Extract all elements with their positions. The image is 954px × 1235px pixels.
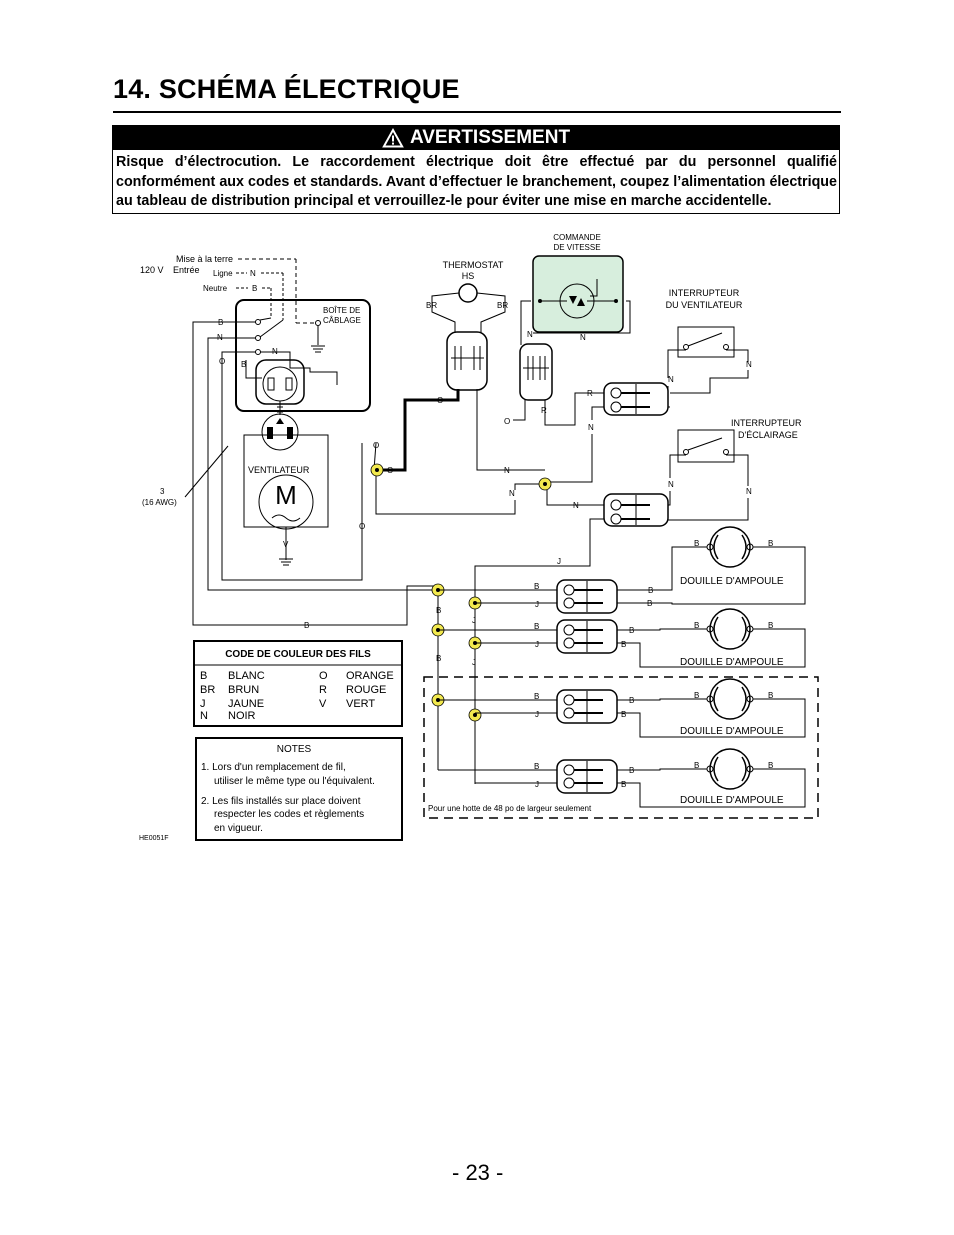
wire-connectors xyxy=(371,464,551,721)
wire-label: B xyxy=(621,640,627,649)
color-code-name: ORANGE xyxy=(346,670,394,682)
wire-label: R xyxy=(541,406,547,415)
lamp-socket-label: DOUILLE D'AMPOULE xyxy=(680,795,784,806)
wire-label: B xyxy=(629,626,635,635)
line-code: N xyxy=(250,269,256,278)
connector-pin xyxy=(564,598,574,608)
wire-label: O xyxy=(219,357,226,366)
wire-label: O xyxy=(504,417,511,426)
color-code-abbr: BR xyxy=(200,684,216,696)
color-code-name: JAUNE xyxy=(228,698,265,710)
connector-pin xyxy=(564,638,574,648)
warning-text: Risque d’électrocution. Le raccordement électrique doit être effectué par du personnel qualifié conformément aux codes et standards. Avant d’effectuer le branchement, coupez l’alimentation électrique au tableau de distribution principal et verrouillez-le pour éviter une mise en marche accidentelle. xyxy=(116,154,837,209)
lamp-socket-label: DOUILLE D'AMPOULE xyxy=(680,576,784,587)
note-line: 1. Lors d'un remplacement de fil, xyxy=(201,762,346,773)
wire-label: J xyxy=(535,600,539,609)
wire-label: N xyxy=(668,375,674,384)
wire-label: B xyxy=(218,318,224,327)
color-code-legend xyxy=(194,641,402,726)
color-code-name: NOIR xyxy=(228,710,256,722)
neutral-label: Neutre xyxy=(203,284,228,293)
color-code-name: ROUGE xyxy=(346,684,387,696)
color-code-name: BLANC xyxy=(228,670,265,682)
color-code-abbr: N xyxy=(200,710,208,722)
speed-control xyxy=(520,233,630,425)
power-supply xyxy=(140,254,316,323)
lamp-socket-label: DOUILLE D'AMPOULE xyxy=(680,726,784,737)
lamp-socket-label: DOUILLE D'AMPOULE xyxy=(680,657,784,668)
connector-pin xyxy=(564,765,574,775)
wire-label: O xyxy=(387,466,394,475)
color-code-abbr: J xyxy=(200,698,206,710)
input-label: Entrée xyxy=(173,265,200,275)
wire-label: N xyxy=(272,347,278,356)
wire-label: B xyxy=(629,696,635,705)
note-line: en vigueur. xyxy=(214,823,263,834)
light-switch-label-2: D'ÉCLAIRAGE xyxy=(738,430,798,440)
wire-label: N xyxy=(504,466,510,475)
lamp-socket xyxy=(710,749,750,789)
figure-code: HE0051F xyxy=(139,835,169,842)
lamp-socket xyxy=(710,679,750,719)
connector-pin xyxy=(564,708,574,718)
wire-label: B xyxy=(768,621,774,630)
speed-control-label-1: COMMANDE xyxy=(553,233,601,242)
color-code-title: CODE DE COULEUR DES FILS xyxy=(225,649,371,660)
junction-box-label-2: CÂBLAGE xyxy=(323,316,361,325)
main-wiring xyxy=(193,322,437,625)
wire-label: B xyxy=(436,606,442,615)
wire-label: BR xyxy=(426,301,438,310)
wire-label: B xyxy=(647,599,653,608)
wire-label: B xyxy=(304,621,310,630)
wire-label: B xyxy=(534,582,540,591)
thermostat-label-2: HS xyxy=(461,271,475,281)
neutral-code: B xyxy=(252,284,258,293)
lamp-buses xyxy=(436,596,476,784)
wire-label: J xyxy=(472,658,476,667)
wire-label: R xyxy=(587,389,593,398)
junction-box-label-1: BOÎTE DE xyxy=(323,306,361,315)
wire-label: N xyxy=(527,330,533,339)
lamp-socket-contacts xyxy=(714,617,746,641)
fan-label: VENTILATEUR xyxy=(248,465,310,475)
wire-label: V xyxy=(283,540,289,549)
wire-label: N xyxy=(746,487,752,496)
connector-pin xyxy=(564,778,574,788)
motor-symbol: M xyxy=(275,480,297,510)
wire-label: J xyxy=(535,780,539,789)
speed-control-label-2: DE VITESSE xyxy=(553,243,601,252)
wire-label: N xyxy=(509,489,515,498)
wire-label: B xyxy=(694,621,700,630)
optional-note: Pour une hotte de 48 po de largeur seulement xyxy=(428,804,592,813)
notes-box xyxy=(196,738,402,840)
wire-label: B xyxy=(694,761,700,770)
ground-label: Mise à la terre xyxy=(176,254,234,264)
wire-label: B xyxy=(648,586,654,595)
note-line: respecter les codes et règlements xyxy=(214,809,365,820)
note-line: utiliser le même type ou l'équivalent. xyxy=(214,776,375,787)
wire-label: B xyxy=(621,780,627,789)
wire-label: B xyxy=(768,539,774,548)
note-line: 2. Les fils installés sur place doivent xyxy=(201,796,361,807)
wire-connector xyxy=(539,478,551,490)
lamp-socket xyxy=(710,609,750,649)
wire-label: B xyxy=(629,766,635,775)
wire-label: N xyxy=(217,333,223,342)
connector-pin xyxy=(564,585,574,595)
wire-label: B xyxy=(768,761,774,770)
wire-gauge-label: 3 xyxy=(160,487,165,496)
color-code-abbr: V xyxy=(319,698,327,710)
fan-assembly xyxy=(142,401,328,565)
wire-label: BR xyxy=(497,301,509,310)
color-code-name: BRUN xyxy=(228,684,260,696)
wire-label: N xyxy=(746,360,752,369)
lamp-socket-contacts xyxy=(714,687,746,711)
wire-label: N xyxy=(668,480,674,489)
wire-label: B xyxy=(534,762,540,771)
wire-label: J xyxy=(472,616,476,625)
warning-heading: AVERTISSEMENT xyxy=(409,127,571,148)
lamp-rows xyxy=(438,527,805,807)
notes-title: NOTES xyxy=(276,744,312,755)
light-switch-label-1: INTERRUPTEUR xyxy=(731,418,802,428)
lamp-socket-contacts xyxy=(714,535,746,559)
wire-label: J xyxy=(535,640,539,649)
wire-label: B xyxy=(768,691,774,700)
wire-label: N xyxy=(588,423,594,432)
line-label: Ligne xyxy=(213,269,233,278)
wire-label: B xyxy=(534,692,540,701)
wire-label: O xyxy=(359,522,366,531)
wire-label: N xyxy=(580,333,586,342)
lamp-socket xyxy=(710,527,750,567)
page-title: 14. SCHÉMA ÉLECTRIQUE xyxy=(113,74,460,104)
wire-connector xyxy=(469,709,481,721)
color-code-abbr: B xyxy=(200,670,208,682)
wire-label: N xyxy=(573,501,579,510)
wire-label: B xyxy=(621,710,627,719)
wire-label: J xyxy=(557,557,561,566)
color-code-abbr: O xyxy=(319,670,328,682)
wire-label: O xyxy=(437,396,444,405)
connector-pin xyxy=(564,625,574,635)
wire-label: B xyxy=(534,622,540,631)
voltage-label: 120 V xyxy=(140,265,164,275)
thermostat-label-1: THERMOSTAT xyxy=(442,260,504,270)
fan-switch-label-2: DU VENTILATEUR xyxy=(665,300,743,310)
connector-pin xyxy=(564,695,574,705)
wire-label: B xyxy=(694,539,700,548)
wire-label: B xyxy=(694,691,700,700)
wire-connector xyxy=(371,464,383,476)
fan-switch-label-1: INTERRUPTEUR xyxy=(668,288,740,298)
junction-box xyxy=(217,300,370,411)
color-code-name: VERT xyxy=(346,698,376,710)
wire-label: B xyxy=(436,654,442,663)
lamp-socket-contacts xyxy=(714,757,746,781)
wire-gauge-label: (16 AWG) xyxy=(142,498,177,507)
page-number: - 23 - xyxy=(452,1160,504,1185)
wire-label: O xyxy=(373,441,380,450)
wire-label: B xyxy=(241,360,247,369)
wire-label: J xyxy=(535,710,539,719)
color-code-abbr: R xyxy=(319,684,327,696)
